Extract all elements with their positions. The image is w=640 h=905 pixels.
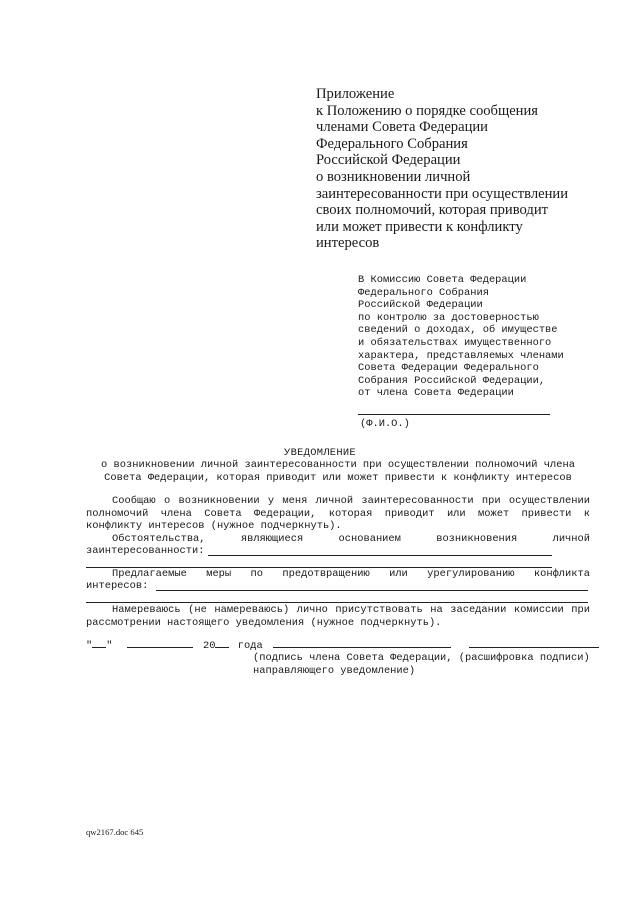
addressee-line: Федерального Собрания — [358, 286, 489, 299]
body-paragraph-4: Намереваюсь (не намереваюсь) лично присутствовать на заседании комиссии при рассмотрении настоящего уведомления (нужное подчеркнуть). — [86, 604, 590, 629]
circumstances-label-cont: заинтересованности: — [86, 545, 205, 557]
appendix-line: к Положению о порядке сообщения — [316, 102, 539, 119]
appendix-line: своих полномочий, которая приводит — [316, 202, 549, 219]
signature-caption-line-1: (подпись члена Совета Федерации, (расшифровка подписи) — [253, 652, 590, 664]
appendix-line: Федерального Собрания — [316, 135, 468, 152]
signature-caption — [253, 652, 590, 677]
date-signature-row — [86, 637, 599, 652]
signature-caption-line-2: направляющего уведомление) — [253, 664, 416, 677]
appendix-header — [316, 86, 616, 252]
body-paragraph-1: Сообщаю о возникновении у меня личной заинтересованности при осуществлении полномочий члена Совета Федерации, которая приводит или может привести к конфликту интересов (нужное подчеркнуть). — [86, 495, 590, 533]
document-footer-id: qw2167.doc 645 — [86, 827, 144, 837]
notice-subtitle: о возникновении личной заинтересованности при осуществлении полномочий члена Совета Федерации, которая приводит или может привести к конфликту интересов — [101, 459, 575, 484]
addressee-line: Собрания Российской Федерации, — [358, 374, 546, 387]
circumstances-fill-line-1[interactable] — [208, 555, 552, 556]
addressee-block — [358, 274, 618, 400]
date-quote-close: " — [106, 640, 113, 652]
year-suffix: года — [237, 640, 263, 652]
appendix-line: заинтересованности при осуществлении — [316, 185, 569, 202]
day-field[interactable] — [92, 637, 106, 648]
fio-fill-line[interactable] — [358, 414, 550, 415]
addressee-line: сведений о доходах, об имуществе — [358, 324, 558, 337]
measures-fill-line-2[interactable] — [86, 602, 588, 603]
appendix-line: Приложение — [316, 86, 395, 102]
notice-title: УВЕДОМЛЕНИЕ — [284, 447, 356, 459]
addressee-line: Российской Федерации — [358, 299, 483, 312]
year-prefix: 20 — [203, 640, 216, 652]
circumstances-label: Обстоятельства, являющиеся основанием возникновения личной — [112, 533, 590, 545]
appendix-line: о возникновении личной — [316, 168, 471, 185]
year-field[interactable] — [215, 637, 229, 648]
measures-label-cont: интересов: — [86, 580, 149, 592]
addressee-line: Совета Федерации Федерального — [358, 362, 539, 375]
signature-decoding-field[interactable] — [469, 637, 599, 648]
date-quote-open: " — [86, 640, 93, 652]
signature-field[interactable] — [273, 637, 451, 648]
month-field[interactable] — [127, 637, 193, 648]
appendix-line: Российской Федерации — [316, 152, 461, 169]
addressee-line: по контролю за достоверностью — [358, 311, 539, 324]
addressee-line: и обязательствах имущественного — [358, 336, 552, 349]
measures-label: Предлагаемые меры по предотвращению или урегулированию конфликта — [112, 568, 590, 580]
appendix-line: интересов — [316, 235, 380, 252]
addressee-line: В Комиссию Совета Федерации — [358, 274, 527, 286]
addressee-line: характера, представляемых членами — [358, 349, 564, 362]
appendix-line: или может привести к конфликту — [316, 218, 523, 235]
appendix-line: членами Совета Федерации — [316, 119, 488, 136]
fio-label: (Ф.И.О.) — [360, 418, 410, 430]
measures-fill-line-1[interactable] — [156, 590, 588, 591]
addressee-line: от члена Совета Федерации — [358, 387, 514, 400]
